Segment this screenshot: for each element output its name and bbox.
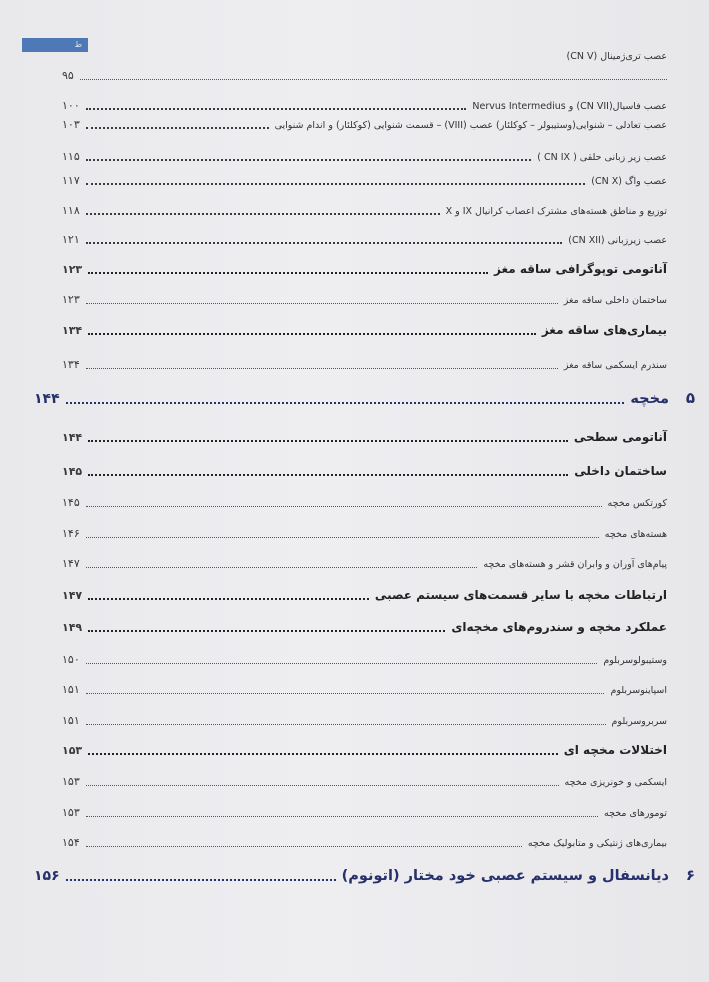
subsection-entry xyxy=(62,230,667,246)
leader-dots xyxy=(86,159,532,161)
subsection-entry xyxy=(62,493,667,509)
section-entry xyxy=(62,428,667,444)
leader-dots xyxy=(86,127,269,129)
leader-dots xyxy=(86,242,563,244)
subsection-entry xyxy=(62,115,667,131)
subsection-entry xyxy=(62,147,667,163)
section-entry xyxy=(62,462,667,478)
page-number: ۱۳۴ xyxy=(62,358,80,371)
leader-dots xyxy=(86,846,522,847)
subsection-entry xyxy=(62,46,667,62)
entry-title: عصب زیر زبانی حلقی ( CN IX ) xyxy=(537,152,667,163)
subsection-entry xyxy=(62,171,667,187)
leader-dots xyxy=(88,753,558,755)
entry-title: بیماری‌های ژنتیکی و متابولیک مخچه xyxy=(527,838,667,849)
section-entry xyxy=(62,741,667,757)
subsection-entry xyxy=(62,524,667,540)
leader-dots xyxy=(86,537,599,538)
subsection-entry xyxy=(62,833,667,849)
subsection-entry xyxy=(62,803,667,819)
entry-title: ایسکمی و خونریزی مخچه xyxy=(564,777,667,788)
leader-dots xyxy=(88,333,536,335)
page-number: ۱۴۴ xyxy=(34,391,60,407)
page-number: ۹۵ xyxy=(62,69,74,82)
leader-dots xyxy=(86,303,558,304)
page-number: ۱۵۰ xyxy=(62,653,80,666)
leader-dots xyxy=(86,108,467,110)
leader-dots xyxy=(88,630,445,632)
leader-dots xyxy=(86,785,559,786)
page-number: ۱۵۳ xyxy=(62,775,80,788)
page-number: ۱۵۳ xyxy=(62,806,80,819)
subsection-entry xyxy=(62,650,667,666)
page-number: ۱۴۷ xyxy=(62,589,83,602)
page-number: ۱۵۴ xyxy=(62,836,80,849)
entry-title: عصب تعادلی – شنوایی(وستیبولر – کوکلئار) عصب (VIII) – قسمت شنوایی (کوکلئار) و اندام شنوایی xyxy=(274,120,667,131)
leader-dots xyxy=(86,213,440,215)
leader-dots xyxy=(88,272,488,274)
section-entry xyxy=(62,618,667,634)
leader-dots xyxy=(86,724,606,725)
subsection-entry xyxy=(62,554,667,570)
entry-title: آناتومی سطحی xyxy=(573,430,667,444)
page-header-tab: ط xyxy=(22,38,88,52)
subsection-entry xyxy=(62,711,667,727)
entry-title: کورتکس مخچه xyxy=(607,498,667,509)
page-number: ۱۴۵ xyxy=(62,496,80,509)
leader-dots xyxy=(86,183,586,185)
leader-dots xyxy=(88,598,369,600)
leader-dots xyxy=(88,474,568,476)
page-number: ۱۵۶ xyxy=(34,868,60,884)
page-number: ۱۰۳ xyxy=(62,118,80,131)
leader-dots xyxy=(86,506,602,507)
entry-title: آناتومی توپوگرافی ساقه مغز xyxy=(494,262,667,276)
page-number: ۱۰۰ xyxy=(62,99,80,112)
entry-title: عملکرد مخچه و سندروم‌های مخچه‌ای xyxy=(451,620,667,634)
entry-title: توزیع و مناطق هسته‌های مشترک اعصاب کرانیال IX و X xyxy=(445,206,667,217)
subsection-entry xyxy=(62,290,667,306)
page-number: ۱۱۵ xyxy=(62,150,80,163)
leader-dots xyxy=(86,693,605,694)
page-number: ۱۴۴ xyxy=(62,431,83,444)
entry-title: اسپاینوسربلوم xyxy=(610,685,667,696)
subsection-entry xyxy=(62,355,667,371)
page-number: ۱۲۳ xyxy=(62,293,80,306)
entry-title: وستیبولوسربلوم xyxy=(603,655,667,666)
entry-title: اختلالات مخچه ای xyxy=(563,743,667,757)
entry-title: پیام‌های آوران و وابران قشر و هسته‌های مخچه xyxy=(483,559,667,570)
page-number: ۱۵۳ xyxy=(62,744,83,757)
page-number: ۱۴۷ xyxy=(62,557,80,570)
leader-dots xyxy=(86,663,598,664)
entry-title: ارتباطات مخچه با سایر قسمت‌های سیستم عصبی xyxy=(374,588,667,602)
leader-dots xyxy=(86,816,598,817)
subsection-entry xyxy=(62,66,667,82)
page-number: ۱۲۱ xyxy=(62,233,80,246)
entry-title: عصب فاسیال(CN VII) و Nervus Intermedius xyxy=(472,101,667,112)
page-number: ۱۲۳ xyxy=(62,263,83,276)
entry-title: ساختمان داخلی ساقه مغز xyxy=(563,295,667,306)
entry-title: عصب تری‌ژمینال (CN V) xyxy=(566,51,667,62)
page-number: ۱۱۸ xyxy=(62,204,80,217)
leader-dots xyxy=(80,79,667,80)
page-number: ۱۴۹ xyxy=(62,621,83,634)
subsection-entry xyxy=(62,96,667,112)
chapter-entry xyxy=(34,862,695,884)
chapter-number: ۵ xyxy=(685,389,695,407)
leader-dots xyxy=(86,567,478,568)
entry-title: سربروسربلوم xyxy=(611,716,667,727)
leader-dots xyxy=(66,879,336,881)
entry-title: عصب واگ (CN X) xyxy=(591,176,667,187)
subsection-entry xyxy=(62,680,667,696)
subsection-entry xyxy=(62,201,667,217)
page-number: ۱۴۵ xyxy=(62,465,83,478)
page-number: ۱۴۶ xyxy=(62,527,80,540)
entry-title: بیماری‌های ساقه مغز xyxy=(541,323,667,337)
leader-dots xyxy=(66,402,625,404)
subsection-entry xyxy=(62,772,667,788)
chapter-entry xyxy=(34,385,695,407)
entry-title: ساختمان داخلی xyxy=(574,464,667,478)
entry-title: مخچه xyxy=(630,391,669,407)
entry-title: هسته‌های مخچه xyxy=(604,529,667,540)
section-entry xyxy=(62,586,667,602)
entry-title: سندرم ایسکمی ساقه مغز xyxy=(563,360,667,371)
page-number: ۱۱۷ xyxy=(62,174,80,187)
section-entry xyxy=(62,321,667,337)
leader-dots xyxy=(88,440,568,442)
entry-title: دیانسفال و سیستم عصبی خود مختار (اتونوم) xyxy=(341,868,669,884)
leader-dots xyxy=(86,368,558,369)
page-number: ۱۵۱ xyxy=(62,714,80,727)
page-number: ۱۳۴ xyxy=(62,324,83,337)
chapter-number: ۶ xyxy=(685,866,695,884)
page-number: ۱۵۱ xyxy=(62,683,80,696)
section-entry xyxy=(62,260,667,276)
entry-title: تومورهای مخچه xyxy=(604,808,667,819)
entry-title: عصب زیرزبانی (CN XII) xyxy=(568,235,667,246)
